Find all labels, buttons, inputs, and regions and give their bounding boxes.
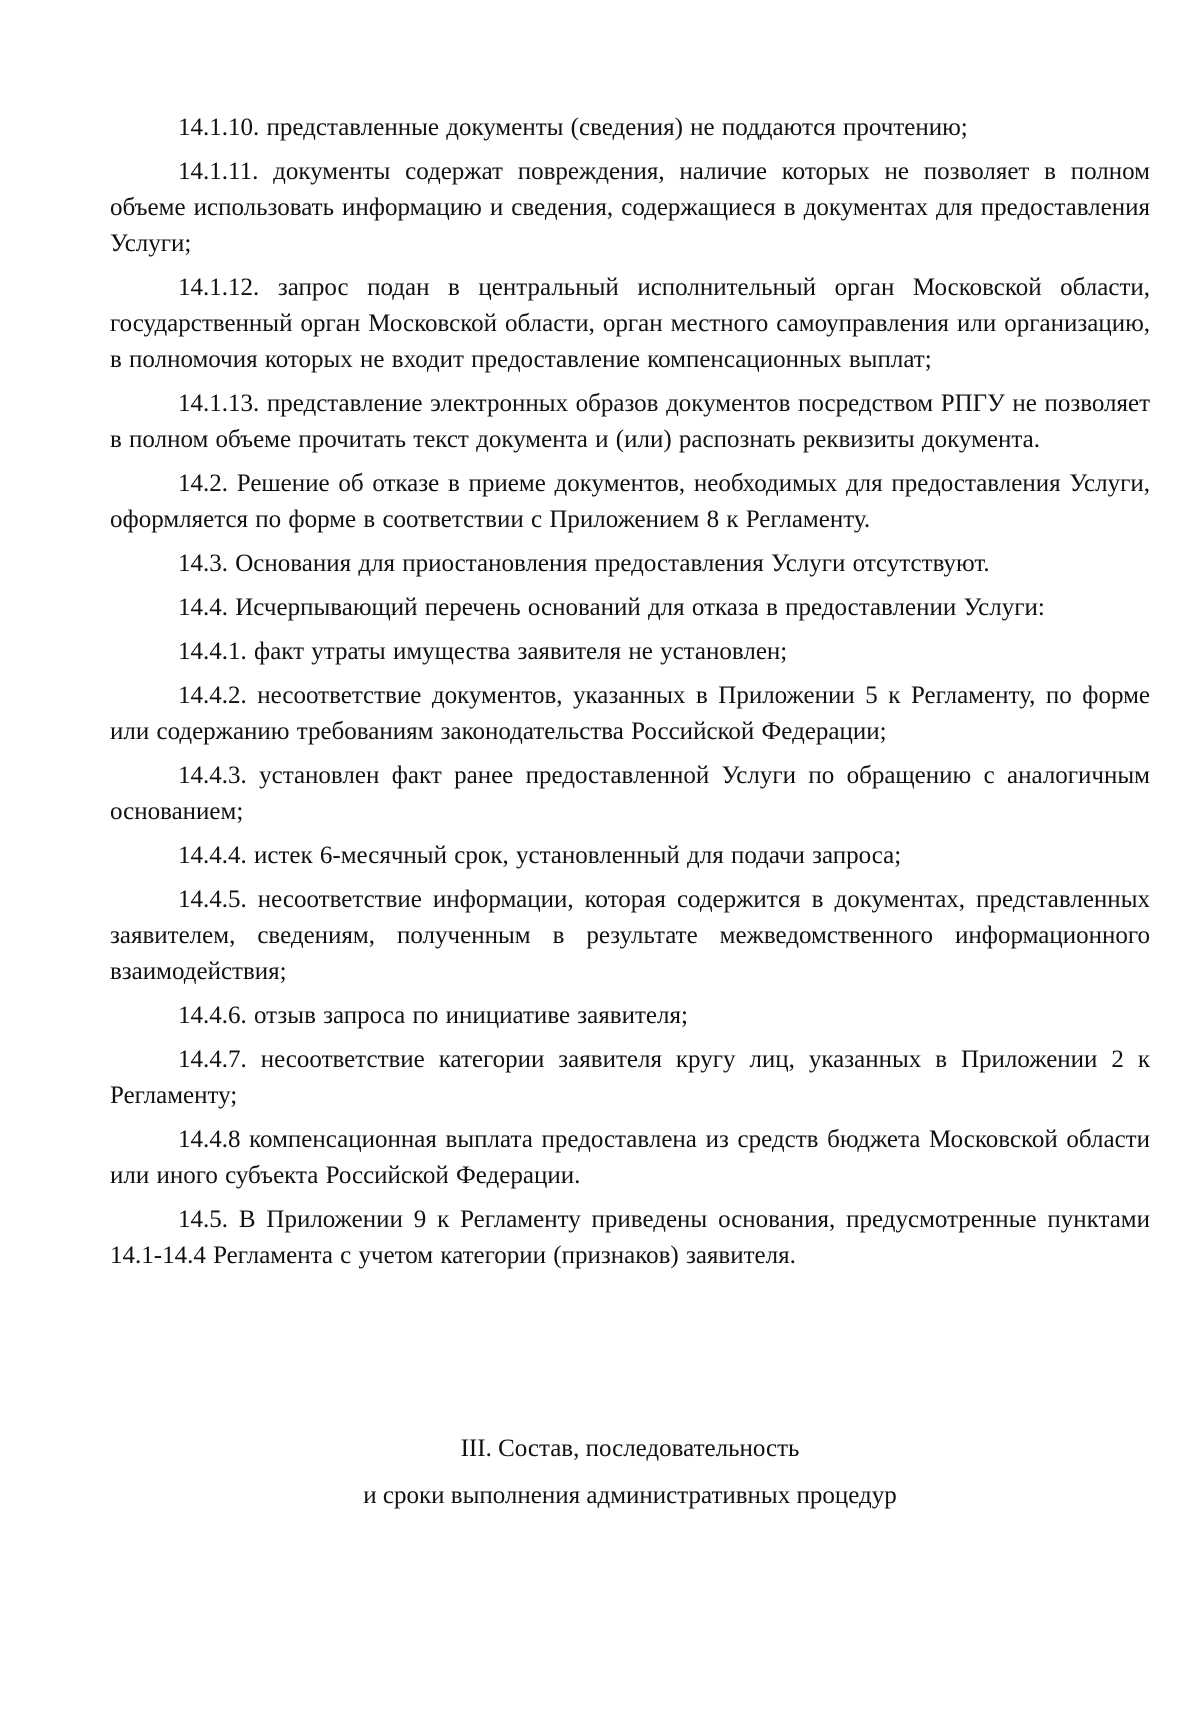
paragraph-14-4-8: 14.4.8 компенсационная выплата предоставлена из средств бюджета Московской области или иного субъекта Российской Федерации. [110,1126,1150,1189]
paragraph-14-4-7: 14.4.7. несоответствие категории заявителя кругу лиц, указанных в Приложении 2 к Регламенту; [110,1046,1150,1109]
paragraph-14-1-13: 14.1.13. представление электронных образов документов посредством РПГУ не позволяет в полном объеме прочитать текст документа и (или) распознать реквизиты документа. [110,390,1150,453]
paragraph-14-1-11: 14.1.11. документы содержат повреждения, наличие которых не позволяет в полном объеме использовать информацию и сведения, содержащиеся в документах для предоставления Услуги; [110,158,1150,257]
paragraph-14-4-4: 14.4.4. истек 6-месячный срок, установленный для подачи запроса; [178,842,902,869]
paragraph-14-4-2: 14.4.2. несоответствие документов, указанных в Приложении 5 к Регламенту, по форме или содержанию требованиям законодательства Российской Федерации; [110,682,1150,745]
paragraph-14-1-12: 14.1.12. запрос подан в центральный исполнительный орган Московской области, государственный орган Московской области, орган местного самоуправления или организацию, в полномочия которых не входит предоставление компенсационных выплат; [110,274,1150,373]
paragraph-14-3: 14.3. Основания для приостановления предоставления Услуги отсутствуют. [178,550,990,577]
paragraph-14-4: 14.4. Исчерпывающий перечень оснований для отказа в предоставлении Услуги: [178,594,1045,621]
paragraph-14-4-3: 14.4.3. установлен факт ранее предоставленной Услуги по обращению с аналогичным основанием; [110,762,1150,825]
document-body [110,110,1150,1282]
paragraph-14-1-10: 14.1.10. представленные документы (сведения) не поддаются прочтению; [178,114,968,141]
paragraph-14-4-1: 14.4.1. факт утраты имущества заявителя не установлен; [178,638,788,665]
section-heading-line-1: III. Состав, последовательность [460,1435,800,1462]
paragraph-14-4-6: 14.4.6. отзыв запроса по инициативе заявителя; [178,1002,688,1029]
paragraph-14-2: 14.2. Решение об отказе в приеме документов, необходимых для предоставления Услуги, оформляется по форме в соответствии с Приложением 8 к Регламенту. [110,470,1150,533]
paragraph-14-4-5: 14.4.5. несоответствие информации, которая содержится в документах, представленных заявителем, сведениям, полученным в результате межведомственного информационного взаимодействия; [110,886,1150,985]
section-heading-line-2: и сроки выполнения административных процедур [363,1482,897,1509]
paragraph-14-5: 14.5. В Приложении 9 к Регламенту приведены основания, предусмотренные пунктами 14.1-14.4 Регламента с учетом категории (признаков) заявителя. [110,1206,1150,1269]
section-heading [110,1425,1150,1519]
